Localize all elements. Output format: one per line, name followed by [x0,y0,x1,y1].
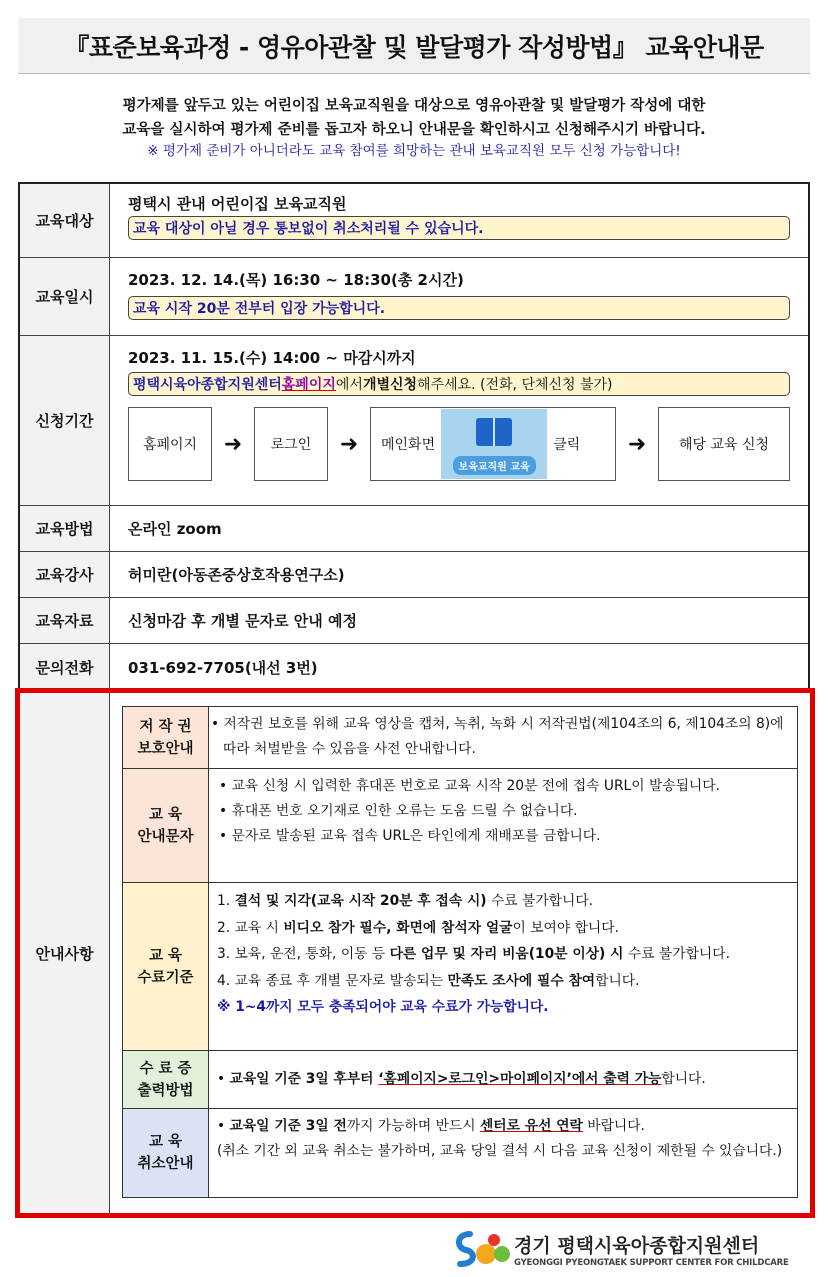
label-line: 수 료 증 [139,1060,192,1077]
intro-line-2: 교육을 실시하여 평가제 준비를 돕고자 하오니 안내문을 확인하시고 신청해주시기 바랍니다. [122,122,706,138]
center-logo-icon [450,1228,514,1270]
list-item [217,915,789,942]
step-login: 로그인 [254,407,328,481]
date-note: 교육 시작 20분 전부터 입장 가능합니다. [128,296,790,320]
notice-label: 안내사항 [20,693,110,1213]
label-line: 출력방법 [137,1082,194,1099]
text-part: 바랍니다. [582,1118,645,1134]
row-label: 교육방법 [20,506,110,551]
apply-note-part: 평택시육아종합지원센터 [133,377,282,393]
step-click-label: 클릭 [553,437,581,453]
instructor-value: 허미란(아동존중상호작용연구소) [128,566,345,584]
book-icon [476,418,512,446]
certificate-text: • 교육일 기준 3일 후부터 ‘홈페이지>로그인>마이페이지’에서 출력 가능합니다. [217,1071,706,1087]
arrow-right-icon: ➜ [339,431,359,457]
apply-note-part: 해주세요. (전화, 단체신청 불가) [417,377,613,393]
label-line: 안내문자 [137,828,194,845]
row-label: 교육자료 [20,598,110,643]
notice-row-label [123,1109,209,1197]
label-line: 보호안내 [137,740,194,757]
notice-row-label [123,883,209,1050]
row-label: 신청기간 [20,336,110,505]
row-content [110,336,808,505]
row-contact [20,644,808,690]
notice-row-content [209,769,797,882]
row-label: 교육대상 [20,184,110,257]
step-main-label: 메인화면 [381,437,436,453]
row-label: 교육일시 [20,258,110,335]
text-part: 이 보여야 합니다. [512,919,619,936]
notice-row-label [123,707,209,768]
homepage-link[interactable]: 홈페이지 [281,377,336,393]
list-item: • 휴대폰 번호 오기재로 인한 오류는 도움 드릴 수 없습니다. [219,803,578,819]
row-label: 문의전화 [20,644,110,690]
apply-note-part: 에서 [335,377,363,393]
info-table [18,182,810,692]
text-part: ‘홈페이지>로그인>마이페이지’에서 출력 가능 [378,1071,662,1087]
list-item [217,968,789,995]
contact-value: 031-692-7705(내선 3번) [128,658,318,677]
text-part: 센터로 유선 연락 [479,1118,583,1134]
list-item [217,888,789,915]
text-part: 4. 교육 종료 후 개별 문자로 발송되는 [217,972,448,989]
row-content [110,184,808,257]
thumb-label: 보육교직원 교육 [453,456,536,475]
notice-row-content [209,1051,797,1108]
row-target [20,184,808,258]
label-line: 교 육 [148,1134,183,1150]
sms-item: 교육 신청 시 입력한 휴대폰 번호로 교육 시작 20분 전에 접속 URL이 발송됩니다. [231,778,720,794]
notice-criteria [123,883,797,1051]
apply-steps [128,406,790,482]
intro-note: ※ 평가제 준비가 아니더라도 교육 참여를 희망하는 관내 보육교직원 모두 신청 가능합니다! [147,143,681,159]
step-homepage: 홈페이지 [128,407,212,481]
text-part: 교육일 기준 3일 후부터 [229,1071,379,1087]
footer-org-name-en: GYEONGGI PYEONGTAEK SUPPORT CENTER FOR CHILDCARE [514,1257,789,1268]
row-label: 교육강사 [20,552,110,597]
row-method [20,506,808,552]
text-part: 까지 가능하며 반드시 [346,1118,480,1134]
notice-row-content: • 저작권 보호를 위해 교육 영상을 캡쳐, 녹취, 녹화 시 저작권법(제104조의 6, 제104조의 8)에 따라 처벌받을 수 있음을 사전 안내합니다. [211,716,784,757]
intro-line-1: 평가제를 앞두고 있는 어린이집 보육교직원을 대상으로 영유아관찰 및 발달평가 작성에 대한 [122,98,706,114]
text-part: 교육일 기준 3일 전 [229,1118,347,1134]
sms-item: 휴대폰 번호 오기재로 인한 오류는 도움 드릴 수 없습니다. [231,803,578,819]
text-part: 합니다. [661,1071,706,1087]
row-content [110,258,808,335]
text-part: 3. 보육, 운전, 통화, 이동 등 [217,946,390,962]
row-materials [20,598,808,644]
target-value: 평택시 관내 어린이집 보육교직원 [128,194,347,213]
date-value: 2023. 12. 14.(목) 16:30 ~ 18:30(총 2시간) [128,270,464,289]
text-part: 합니다. [595,972,640,989]
label-line: 수료기준 [137,969,194,986]
method-value: 온라인 zoom [128,520,222,538]
apply-note [128,372,790,396]
footer [450,1228,789,1270]
label-line: 교 육 [148,947,183,964]
criteria-note: ※ 1~4까지 모두 충족되어야 교육 수료가 가능합니다. [217,999,549,1015]
materials-value: 신청마감 후 개별 문자로 안내 예정 [128,612,357,630]
notice-row-label [123,769,209,882]
text-part: 2. 교육 시 [217,919,284,936]
text-part: 결석 및 지각(교육 시작 20분 후 접속 시) [234,893,487,909]
notice-table [122,706,798,1198]
text-part: 다른 업무 및 자리 비움(10분 이상) 시 [389,946,624,962]
text-part: 수료 불가합니다. [486,893,594,909]
arrow-right-icon: ➜ [627,431,647,457]
notice-certificate [123,1051,797,1109]
label-line: 교 육 [148,806,183,823]
notice-row-content [209,883,797,1050]
footer-org-name: 경기 평택시육아종합지원센터 [514,1234,760,1257]
text-part: 1. [217,893,235,909]
cancel-line: • 교육일 기준 3일 전까지 가능하며 반드시 센터로 유선 연락 바랍니다. [217,1118,645,1134]
list-item [217,941,789,968]
notice-sms [123,769,797,883]
intro [18,94,810,160]
sms-item: 문자로 발송된 교육 접속 URL은 타인에게 재배포를 금합니다. [231,828,601,844]
notice-copyright [123,707,797,769]
notice-row-label [123,1051,209,1108]
row-instructor [20,552,808,598]
row-apply [20,336,808,506]
apply-value: 2023. 11. 15.(수) 14:00 ~ 마감시까지 [128,348,416,367]
list-item: • 교육 신청 시 입력한 휴대폰 번호로 교육 시작 20분 전에 접속 URL이 발송됩니다. [219,778,720,794]
text-part: 비디오 참가 필수, 화면에 참석자 얼굴 [283,919,513,936]
list-item: • 문자로 발송된 교육 접속 URL은 타인에게 재배포를 금합니다. [219,828,601,844]
teacher-education-thumbnail [441,409,547,479]
step-apply: 해당 교육 신청 [658,407,790,481]
step-main-screen [370,407,616,481]
title-bar [18,18,810,74]
text-part: 만족도 조사에 필수 참여 [447,972,596,989]
notice-cancel [123,1109,797,1197]
cancel-note: (취소 기간 외 교육 취소는 불가하며, 교육 당일 결석 시 다음 교육 신청이 제한될 수 있습니다.) [217,1143,783,1159]
page-title: 『표준보육과정 - 영유아관찰 및 발달평가 작성방법』 교육안내문 [64,32,764,62]
apply-note-part: 개별신청 [362,377,418,393]
footer-text [514,1231,789,1268]
row-date [20,258,808,336]
notice-row-content [209,1109,797,1197]
copyright-text: 저작권 보호를 위해 교육 영상을 캡쳐, 녹취, 녹화 시 저작권법(제104조의 6, 제104조의 8)에 따라 처벌받을 수 있음을 사전 안내합니다. [223,716,784,757]
label-line: 저 작 권 [139,718,192,735]
label-line: 취소안내 [137,1156,194,1172]
arrow-right-icon: ➜ [223,431,243,457]
target-note: 교육 대상이 아닐 경우 통보없이 취소처리될 수 있습니다. [128,216,790,240]
text-part: 수료 불가합니다. [623,946,730,962]
